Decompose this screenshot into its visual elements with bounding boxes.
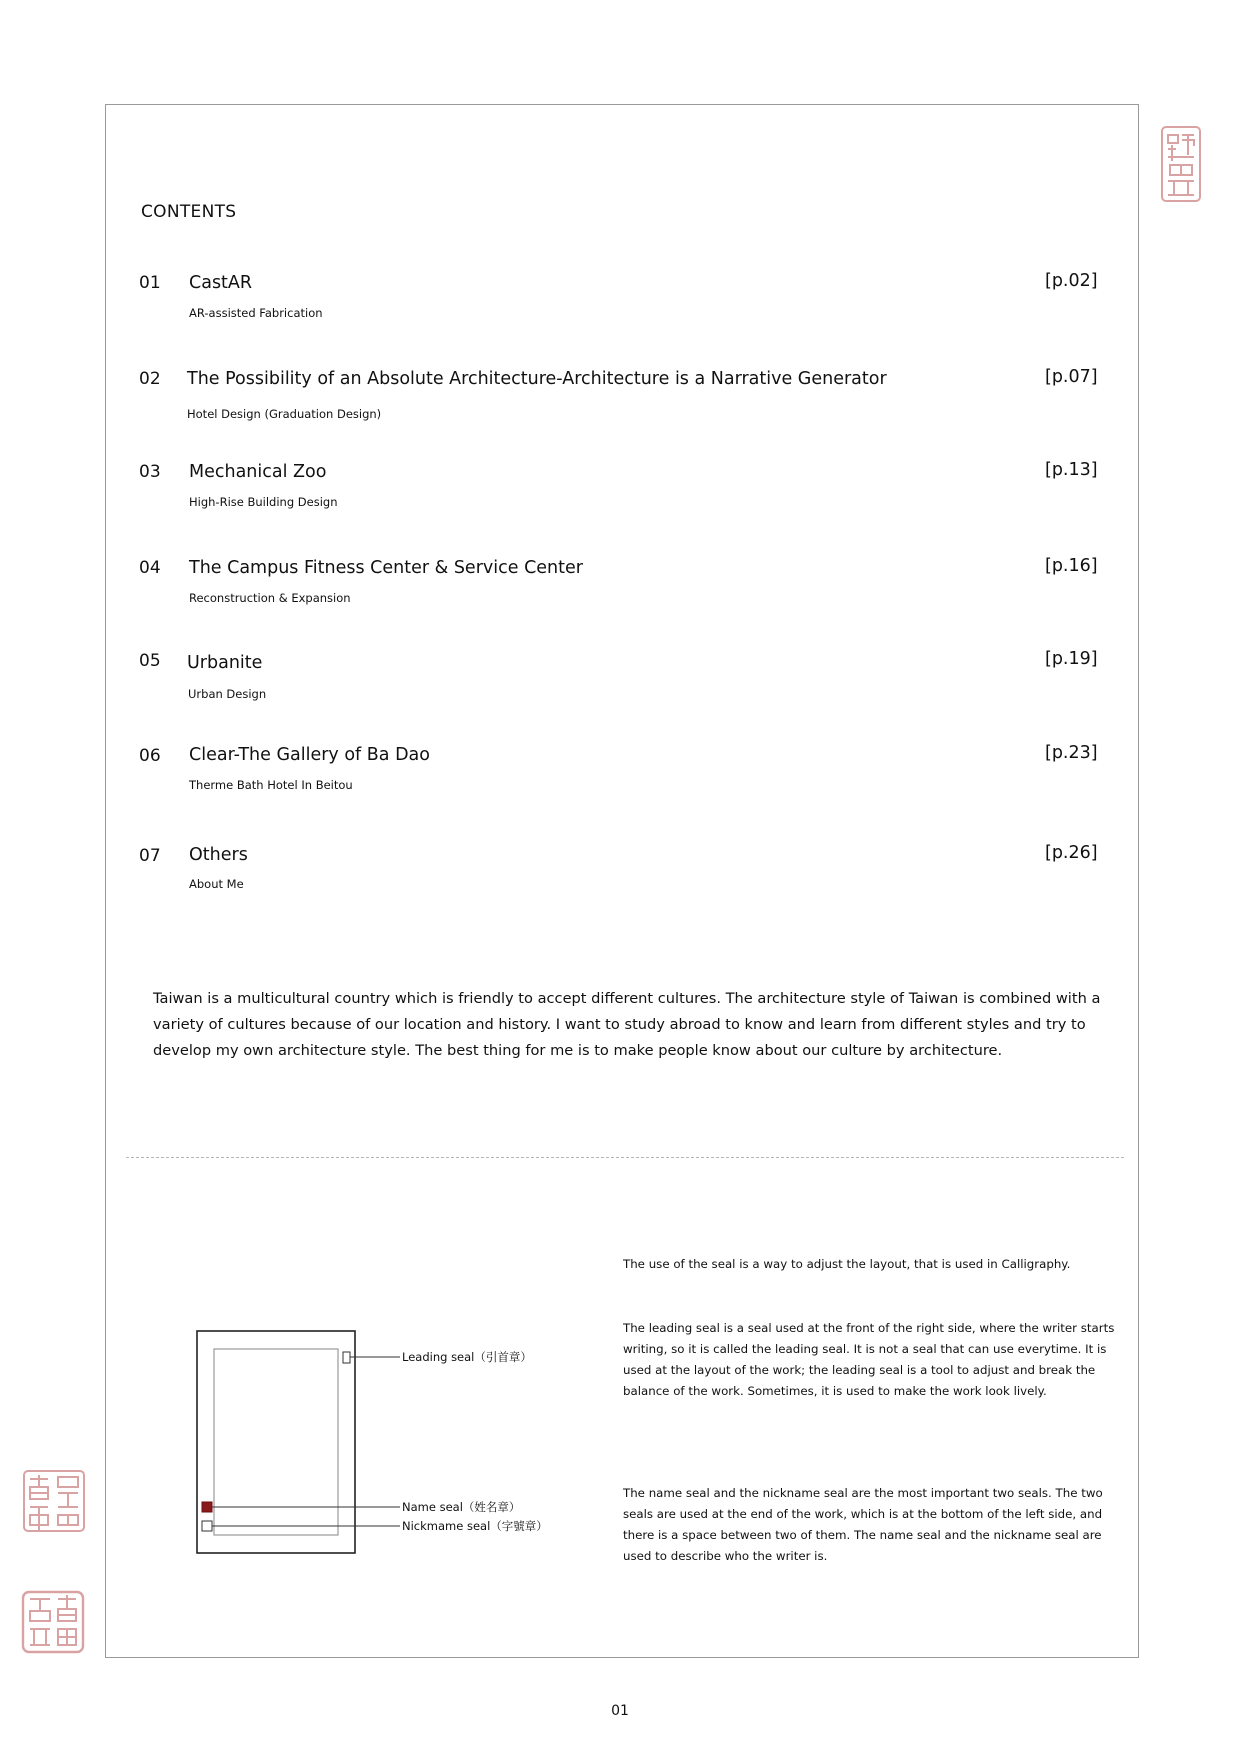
- toc-page-ref: [p.23]: [1045, 743, 1098, 763]
- toc-subtitle: Hotel Design (Graduation Design): [187, 407, 382, 421]
- toc-item-04[interactable]: [0, 558, 1240, 618]
- stamp-seal-left-lower: [20, 1589, 86, 1655]
- toc-number: 01: [139, 273, 161, 293]
- toc-item-02[interactable]: [0, 369, 1240, 429]
- stamp-seal-left-upper: [22, 1469, 86, 1533]
- toc-title: Urbanite: [187, 653, 263, 673]
- toc-number: 06: [139, 746, 161, 766]
- toc-title: The Possibility of an Absolute Architecture-Architecture is a Narrative Generator: [187, 369, 887, 389]
- leading-seal-paragraph: The leading seal is a seal used at the front of the right side, where the writer starts writing, so it is called the leading seal. It is not a seal that can use everytime. It is used at the layout of the work; the leading seal is a tool to adjust and break the balance of the work. Sometimes, it is used to make the work look lively.: [623, 1321, 1115, 1398]
- dashed-divider: [126, 1157, 1124, 1158]
- toc-item-03[interactable]: [0, 462, 1240, 522]
- toc-page-ref: [p.07]: [1045, 367, 1098, 387]
- toc-page-ref: [p.26]: [1045, 843, 1098, 863]
- toc-item-01[interactable]: [0, 273, 1240, 333]
- leading-seal-marker: [343, 1352, 350, 1363]
- toc-title: CastAR: [189, 273, 253, 293]
- toc-item-07[interactable]: [0, 843, 1240, 906]
- nickname-seal-marker: [202, 1521, 212, 1531]
- toc-item-06[interactable]: [0, 743, 1240, 806]
- toc-title: Clear-The Gallery of Ba Dao: [189, 745, 430, 765]
- toc-page-ref: [p.13]: [1045, 460, 1098, 480]
- toc-subtitle: AR-assisted Fabrication: [189, 306, 323, 320]
- intro-paragraph: Taiwan is a multicultural country which is friendly to accept different cultures. The architecture style of Taiwan is combined with a variety of cultures because of our location and history. I want to study abroad to know and learn from different styles and try to develop my own architecture style. The best thing for me is to make people know about our culture by architecture.: [153, 990, 1101, 1059]
- toc-subtitle: Reconstruction & Expansion: [189, 591, 351, 605]
- name-seal-label: Name seal（姓名章）: [402, 1500, 521, 1514]
- toc-subtitle: High-Rise Building Design: [189, 495, 338, 509]
- leading-seal-label: Leading seal（引首章）: [402, 1350, 532, 1364]
- stamp-seal-top-right: [1160, 125, 1202, 203]
- toc-title: The Campus Fitness Center & Service Center: [189, 558, 583, 578]
- toc-subtitle: Urban Design: [188, 687, 267, 701]
- toc-item-05[interactable]: [0, 651, 1240, 711]
- toc-number: 02: [139, 369, 161, 389]
- name-seal-paragraph: The name seal and the nickname seal are the most important two seals. The two seals are used at the end of the work, which is at the bottom of the left side, and there is a space between two of them. The name seal and the nickname seal are used to describe who the writer is.: [623, 1486, 1103, 1563]
- toc-number: 03: [139, 462, 161, 482]
- toc-number: 07: [139, 846, 161, 866]
- toc-title: Others: [189, 845, 248, 865]
- seal-intro-paragraph: The use of the seal is a way to adjust the layout, that is used in Calligraphy.: [623, 1257, 1071, 1271]
- toc-subtitle: About Me: [189, 877, 244, 891]
- name-seal-marker: [202, 1502, 212, 1512]
- nickname-seal-label: Nickmame seal（字號章）: [402, 1519, 548, 1533]
- toc-page-ref: [p.02]: [1045, 271, 1098, 291]
- toc-number: 05: [139, 651, 161, 671]
- toc-title: Mechanical Zoo: [189, 462, 327, 482]
- seal-layout-diagram: [190, 1325, 580, 1560]
- artwork-outer-frame: [197, 1331, 355, 1553]
- toc-page-ref: [p.19]: [1045, 649, 1098, 669]
- toc-subtitle: Therme Bath Hotel In Beitou: [189, 778, 353, 792]
- toc-page-ref: [p.16]: [1045, 556, 1098, 576]
- contents-heading: CONTENTS: [141, 202, 237, 222]
- toc-number: 04: [139, 558, 161, 578]
- page-number: 01: [611, 1703, 629, 1719]
